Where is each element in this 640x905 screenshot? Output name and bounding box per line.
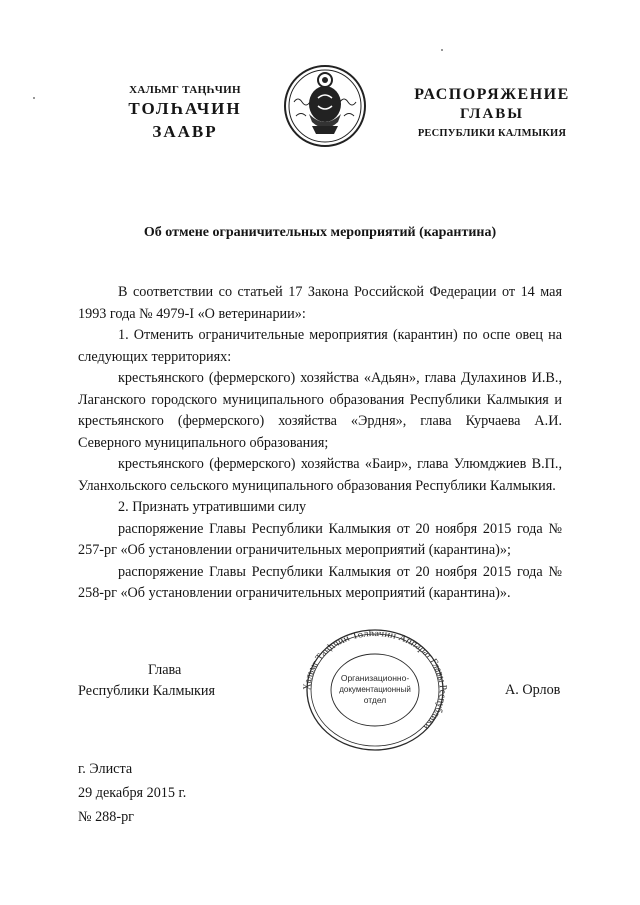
header-kalmyk-line1: ХАЛЬМГ ТАҢҺЧИН <box>129 84 241 96</box>
body-paragraph-order-258: распоряжение Главы Республики Калмыкия от 20 ноября 2015 года № 258-рг «Об установлении ограничительных мероприятий (карантина)». <box>78 563 562 601</box>
header-head-word: ГЛАВЫ <box>459 106 525 122</box>
signature-name: А. Орлов <box>505 682 561 698</box>
body-paragraph-order-257: распоряжение Главы Республики Калмыкия от 20 ноября 2015 года № 257-рг «Об установлении ограничительных мероприятий (карантина)»; <box>78 520 562 558</box>
body-paragraph-item2: 2. Признать утратившими силу <box>118 499 307 515</box>
signature-position <box>78 660 215 702</box>
document-footer <box>78 757 186 829</box>
signature-position-line2: Республики Калмыкия <box>78 683 216 699</box>
header-russian-block <box>394 86 590 139</box>
header-kalmyk-block <box>92 84 278 142</box>
official-stamp <box>300 625 450 755</box>
document-title: Об отмене ограничительных мероприятий (карантина) <box>143 225 497 240</box>
scan-speck <box>33 97 35 99</box>
footer-number: № 288-рг <box>78 809 135 825</box>
footer-date: 29 декабря 2015 г. <box>78 785 187 801</box>
signature-position-line1: Глава <box>148 662 182 678</box>
footer-city: г. Элиста <box>78 761 133 777</box>
stamp-inner-line3: отдел <box>363 695 387 705</box>
header-kalmyk-line2: ТОЛҺАЧИН <box>128 99 242 118</box>
body-paragraph-farm-bair: крестьянского (фермерского) хозяйства «Баир», глава Улюмджиев В.П., Уланхольского сельского муниципального образования Республики Калмыкия. <box>78 456 562 494</box>
header-republic-name: РЕСПУБЛИКИ КАЛМЫКИЯ <box>417 128 567 139</box>
body-paragraph-farm-adyan: крестьянского (фермерского) хозяйства «Адьян», глава Дулахинов И.В., Лаганского городского муниципального образования Республики Калмыкия и крестьянского (фермерского) хозяйства «Эрдня», глава Курчаева А.И. Северного муниципального образования; <box>78 370 562 451</box>
document-body <box>78 282 562 605</box>
coat-of-arms-emblem <box>282 62 368 148</box>
stamp-inner-line1: Организационно- <box>340 673 410 683</box>
header-kalmyk-line3: ЗААВР <box>152 122 218 141</box>
body-paragraph-preamble: В соответствии со статьей 17 Закона Российской Федерации от 14 мая 1993 года № 4979-I «О ветеринарии»: <box>78 284 562 322</box>
header-order-word: РАСПОРЯЖЕНИЕ <box>414 86 570 103</box>
body-paragraph-item1: 1. Отменить ограничительные мероприятия (карантин) по оспе овец на следующих территориях: <box>78 327 562 365</box>
stamp-inner-line2: документационный <box>339 685 411 694</box>
scan-speck <box>441 49 443 51</box>
stamp-ring-text: Хальмг Таңһчин Толһачин Аппарат Главы Республики <box>301 628 449 732</box>
